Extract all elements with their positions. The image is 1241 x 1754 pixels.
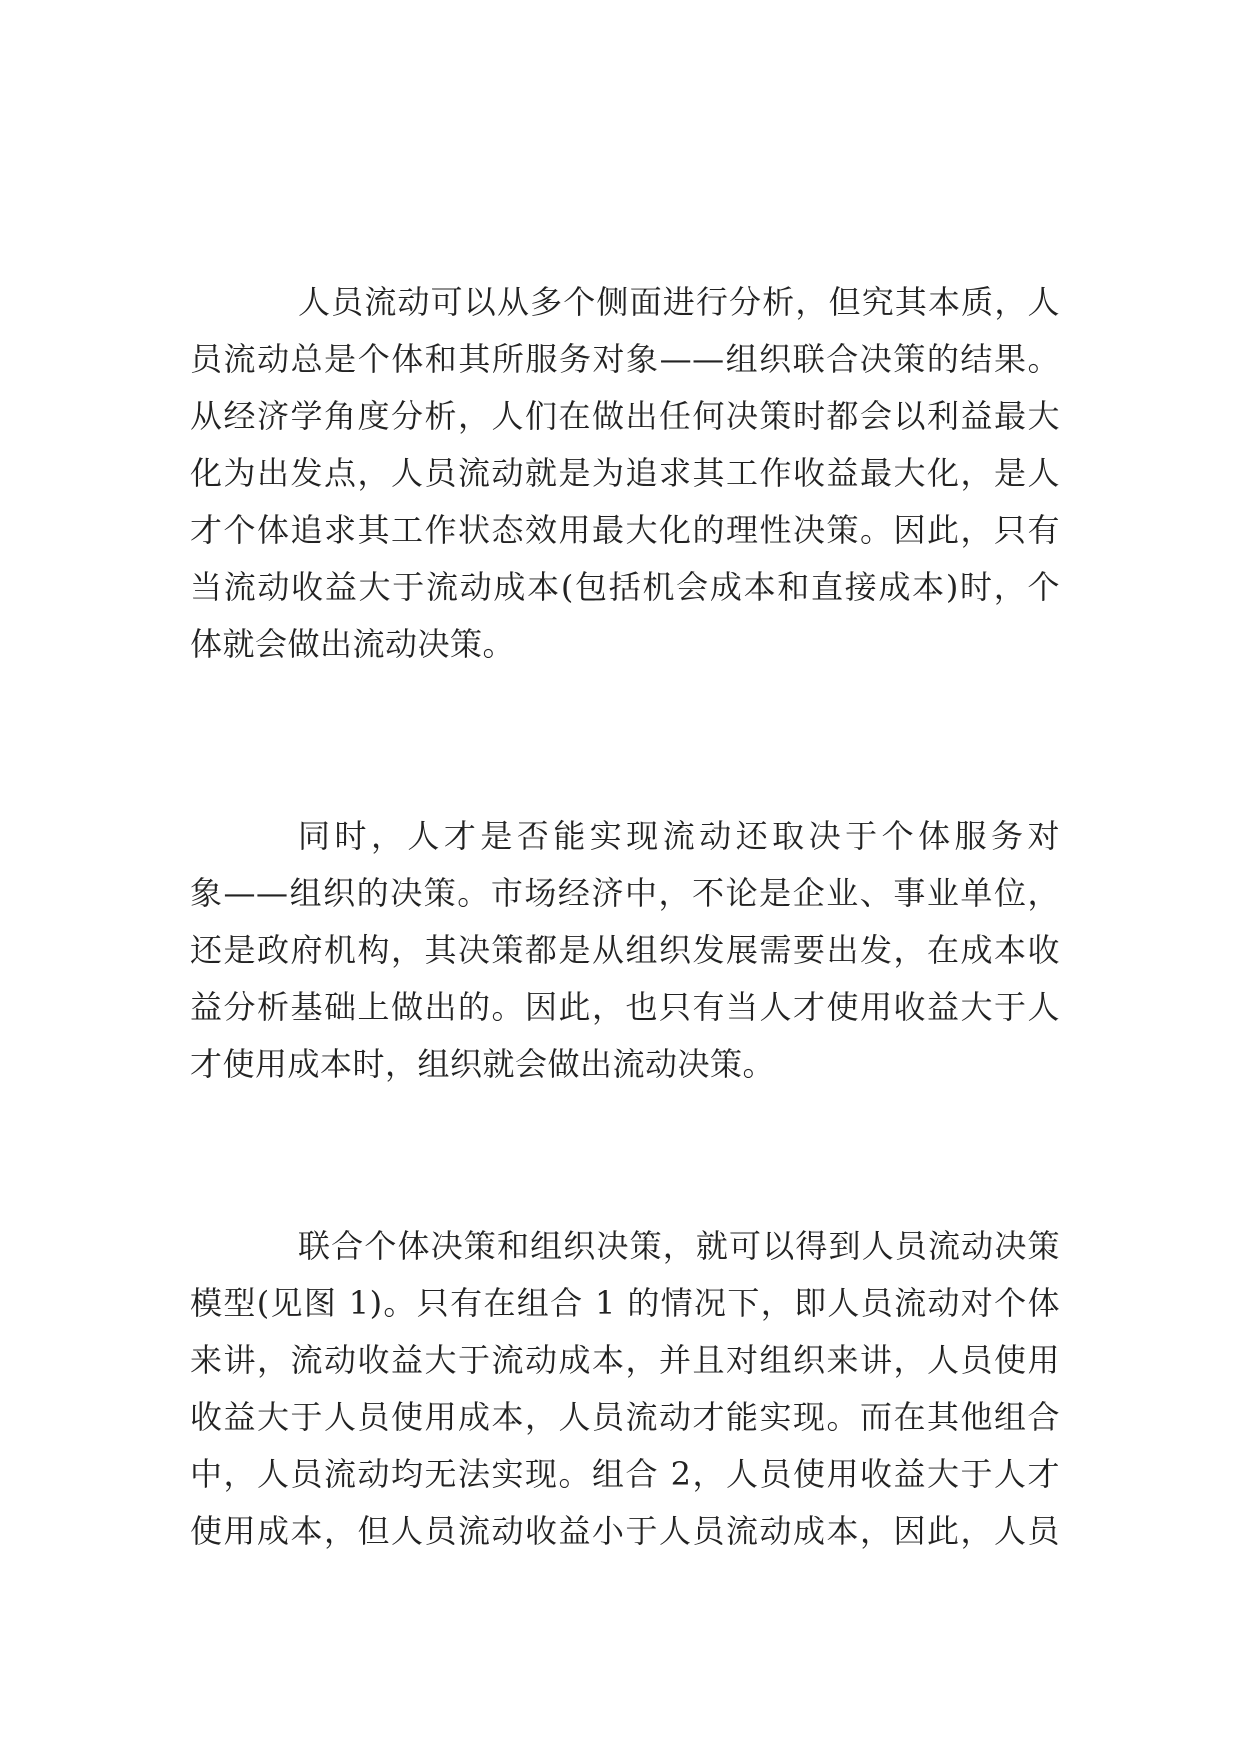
paragraph-line: 员流动总是个体和其所服务对象——组织联合决策的结果。: [190, 340, 1060, 378]
paragraph-line: 模型(见图 1)。只有在组合 1 的情况下，即人员流动对个体: [190, 1284, 1060, 1322]
paragraph-line: 化为出发点，人员流动就是为追求其工作收益最大化，是人: [190, 454, 1060, 492]
paragraph-line: 体就会做出流动决策。: [190, 625, 516, 663]
paragraph-line: 益分析基础上做出的。因此，也只有当人才使用收益大于人: [190, 988, 1060, 1026]
paragraph-2: [190, 808, 1060, 1093]
paragraph-line: 收益大于人员使用成本，人员流动才能实现。而在其他组合: [190, 1398, 1060, 1436]
paragraph-line: 来讲，流动收益大于流动成本，并且对组织来讲，人员使用: [190, 1341, 1060, 1379]
paragraph-3: [190, 1218, 1060, 1560]
paragraph-line: 象——组织的决策。市场经济中，不论是企业、事业单位，: [190, 874, 1060, 912]
paragraph-line: 人员流动可以从多个侧面进行分析，但究其本质，人: [298, 283, 1060, 321]
paragraph-line: 从经济学角度分析，人们在做出任何决策时都会以利益最大: [190, 397, 1060, 435]
paragraph-line: 中，人员流动均无法实现。组合 2，人员使用收益大于人才: [190, 1455, 1060, 1493]
paragraph-line: 还是政府机构，其决策都是从组织发展需要出发，在成本收: [190, 931, 1060, 969]
paragraph-line: 同时，人才是否能实现流动还取决于个体服务对: [298, 817, 1060, 855]
paragraph-line: 才使用成本时，组织就会做出流动决策。: [190, 1045, 776, 1083]
paragraph-1: [190, 274, 1060, 673]
paragraph-line: 使用成本，但人员流动收益小于人员流动成本，因此，人员: [190, 1512, 1060, 1550]
paragraph-line: 当流动收益大于流动成本(包括机会成本和直接成本)时，个: [190, 568, 1060, 606]
paragraph-line: 才个体追求其工作状态效用最大化的理性决策。因此，只有: [190, 511, 1060, 549]
paragraph-line: 联合个体决策和组织决策，就可以得到人员流动决策: [298, 1227, 1060, 1265]
